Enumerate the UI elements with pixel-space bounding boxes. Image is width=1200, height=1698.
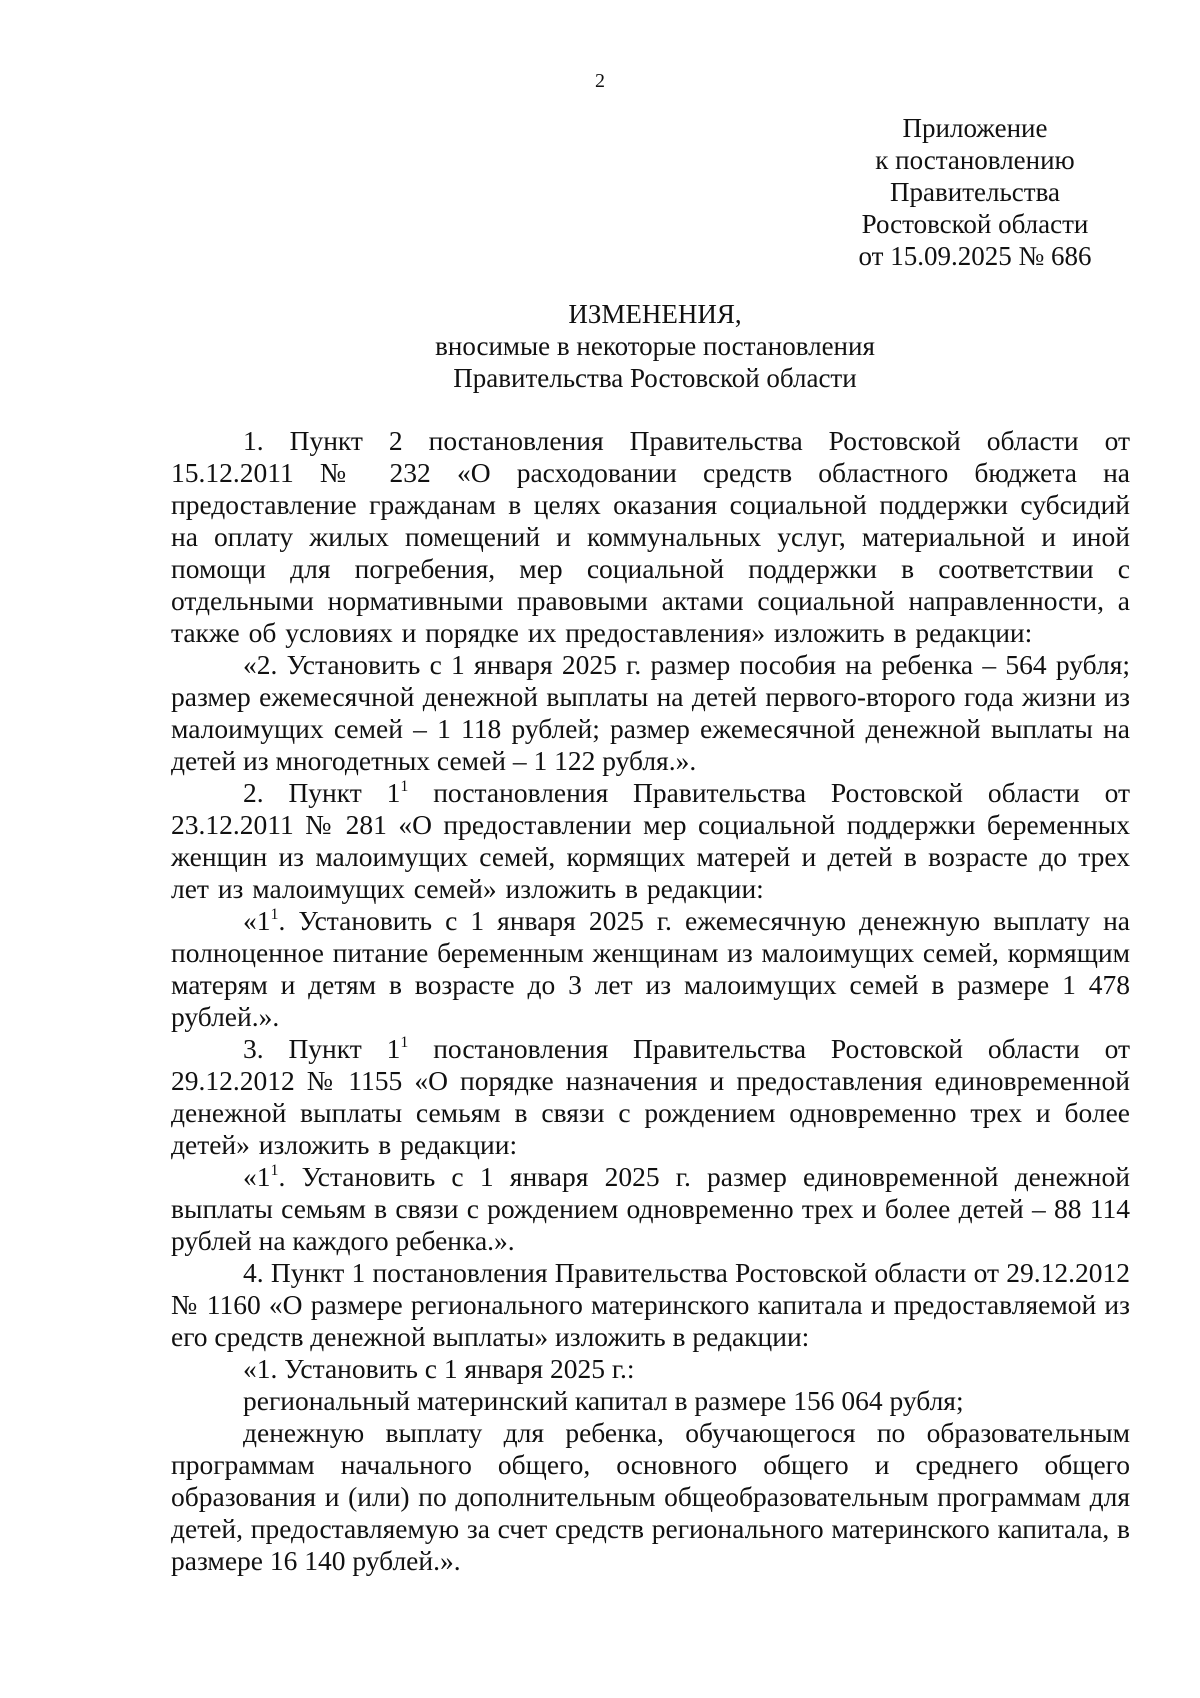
document-heading xyxy=(0,298,1200,394)
document-title: ИЗМЕНЕНИЯ, xyxy=(568,299,742,329)
item-2-quote-text: «1 xyxy=(243,905,271,936)
item-2-text: постановления Правительства Ростовской области от 23.12.2011 № 281 «О предоставлении мер социальной поддержки беременных женщин из малоимущих семей, кормящих матерей и детей в возрасте до трех лет из малоимущих семей» изложить в редакции: xyxy=(171,777,1131,904)
appendix-header xyxy=(820,112,1130,272)
item-3-quote xyxy=(171,1161,1130,1257)
item-2-quote xyxy=(171,905,1130,1033)
superscript: 1 xyxy=(400,778,409,795)
appendix-line: к постановлению xyxy=(875,145,1075,175)
item-2-paragraph xyxy=(171,777,1130,905)
item-3-text: постановления Правительства Ростовской области от 29.12.2012 № 1155 «О порядке назначения и предоставления единовременной денежной выплаты семьям в связи с рождением одновременно трех и более детей» изложить в редакции: xyxy=(171,1033,1131,1160)
item-1-quote: «2. Установить с 1 января 2025 г. размер пособия на ребенка – 564 рубля; размер ежемесячной денежной выплаты на детей первого-второго года жизни из малоимущих семей – 1 118 рублей; размер ежемесячной денежной выплаты на детей из многодетных семей – 1 122 рубля.». xyxy=(171,649,1130,776)
item-1-paragraph: 1. Пункт 2 постановления Правительства Ростовской области от 15.12.2011 № 232 «О расходовании средств областного бюджета на предоставление гражданам в целях оказания социальной поддержки субсидий на оплату жилых помещений и коммунальных услуг, материальной и иной помощи для погребения, мер социальной поддержки в соответствии с отдельными нормативными правовыми актами социальной направленности, а также об условиях и порядке их предоставления» изложить в редакции: xyxy=(171,425,1130,648)
appendix-date-number: от 15.09.2025 № 686 xyxy=(858,241,1092,271)
item-2-quote-text: . Установить с 1 января 2025 г. ежемесячную денежную выплату на полноценное питание беременным женщинам из малоимущих семей, кормящим матерям и детям в возрасте до 3 лет из малоимущих семей в размере 1 478 рублей.». xyxy=(171,905,1130,1032)
document-subtitle: вносимые в некоторые постановления xyxy=(435,331,875,361)
superscript: 1 xyxy=(270,1162,279,1179)
item-2-text: 2. Пункт 1 xyxy=(243,777,401,808)
item-4-quote: региональный материнский капитал в размере 156 064 рубля; xyxy=(243,1385,964,1416)
superscript: 1 xyxy=(400,1034,409,1051)
page-number: 2 xyxy=(595,70,605,92)
superscript: 1 xyxy=(270,906,279,923)
appendix-line: Ростовской области xyxy=(861,209,1089,239)
item-3-quote-text: . Установить с 1 января 2025 г. размер единовременной денежной выплаты семьям в связи с рождением одновременно трех и более детей – 88 114 рублей на каждого ребенка.». xyxy=(171,1161,1130,1256)
item-3-quote-text: «1 xyxy=(243,1161,271,1192)
item-4-quote: «1. Установить с 1 января 2025 г.: xyxy=(243,1353,635,1384)
appendix-line: Приложение xyxy=(902,113,1048,143)
document-body xyxy=(171,425,1130,1577)
appendix-line: Правительства xyxy=(890,177,1060,207)
document-subtitle: Правительства Ростовской области xyxy=(453,363,857,393)
item-3-paragraph xyxy=(171,1033,1130,1161)
item-4-quote: денежную выплату для ребенка, обучающегося по образовательным программам начального общего, основного общего и среднего общего образования и (или) по дополнительным общеобразовательным программам для детей, предоставляемую за счет средств регионального материнского капитала, в размере 16 140 рублей.». xyxy=(171,1417,1130,1576)
item-3-text: 3. Пункт 1 xyxy=(243,1033,401,1064)
item-4-paragraph: 4. Пункт 1 постановления Правительства Ростовской области от 29.12.2012 № 1160 «О размере регионального материнского капитала и предоставляемой из его средств денежной выплаты» изложить в редакции: xyxy=(171,1257,1130,1352)
